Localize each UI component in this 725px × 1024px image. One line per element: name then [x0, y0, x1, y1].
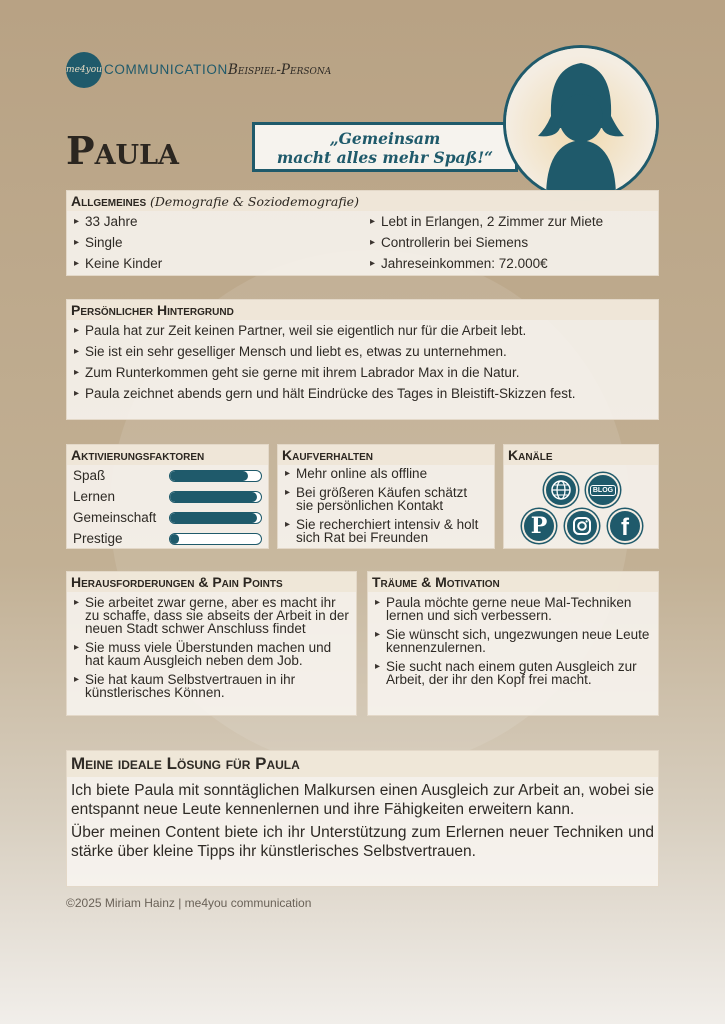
channels-title: Kanäle: [504, 445, 658, 465]
general-section: [66, 190, 659, 276]
list-item: ▸ Sie ist ein sehr geselliger Mensch und liebt es, etwas zu unternehmen.: [73, 345, 652, 359]
list-item: ▸ Zum Runterkommen geht sie gerne mit ihrem Labrador Max in die Natur.: [73, 366, 652, 380]
background-section: [66, 299, 659, 420]
list-item: ▸ Paula zeichnet abends gern und hält Eindrücke des Tages in Bleistift-Skizzen fest.: [73, 387, 652, 401]
list-item: ▸ Sie hat kaum Selbstvertrauen in ihr künstlerisches Können.: [73, 673, 352, 699]
list-item: ▸ Lebt in Erlangen, 2 Zimmer zur Miete: [369, 215, 659, 229]
person-silhouette-icon: [506, 48, 656, 198]
list-item: ▸ Sie recherchiert intensiv & holt sich Rat bei Freunden: [284, 518, 488, 544]
persona-avatar: [503, 45, 659, 201]
channels-section: [503, 444, 659, 549]
dreams-section: [367, 571, 659, 716]
blog-icon: BLOG: [586, 473, 620, 507]
buying-list: [278, 465, 494, 552]
list-item: ▸ Controllerin bei Siemens: [369, 236, 659, 250]
factor-label: Spaß: [73, 468, 106, 483]
factor-bar: [170, 471, 248, 481]
list-item: ▸ Bei größeren Käufen schätzt sie persönlichen Kontakt: [284, 486, 488, 512]
list-item: ▸ Jahreseinkommen: 72.000€: [369, 257, 659, 271]
list-item: ▸ Sie wünscht sich, ungezwungen neue Leute kennenzulernen.: [374, 628, 654, 654]
buying-title: Kaufverhalten: [278, 445, 494, 465]
dreams-title: Träume & Motivation: [368, 572, 658, 592]
general-list-left: [73, 215, 363, 278]
solution-paragraph: Über meinen Content biete ich ihr Unterstützung zum Erlernen neuer Techniken und stärke über kleine Tipps ihr künstlerisches Selbstvertrauen.: [71, 824, 654, 860]
list-item: ▸ 33 Jahre: [73, 215, 363, 229]
factor-row: [73, 507, 262, 528]
factor-bar: [170, 492, 257, 502]
buying-section: [277, 444, 495, 549]
factor-label: Gemeinschaft: [73, 510, 157, 525]
list-item: ▸ Keine Kinder: [73, 257, 363, 271]
brand-subtitle: Beispiel-Persona: [228, 62, 332, 78]
list-item: ▸ Sie arbeitet zwar gerne, aber es macht ihr zu schaffe, dass sie abseits der Arbeit in der neuen Stadt schwer Anschluss findet: [73, 596, 352, 635]
challenges-list: [67, 592, 356, 699]
facebook-icon: f: [608, 509, 642, 543]
activation-section: [66, 444, 269, 549]
factor-label: Lernen: [73, 489, 116, 504]
factor-row: [73, 486, 262, 507]
solution-paragraph: Ich biete Paula mit sonntäglichen Malkursen einen Ausgleich zur Arbeit an, wobei sie entspannt neue Leute kennenlernen und ihre Fähigkeiten erweitern kann.: [71, 782, 654, 818]
brand-name: COMMUNICATION: [104, 62, 228, 77]
list-item: ▸ Sie muss viele Überstunden machen und hat kaum Ausgleich neben dem Job.: [73, 641, 352, 667]
factor-bar: [170, 534, 179, 544]
challenges-title: Herausforderungen & Pain Points: [67, 572, 356, 592]
list-item: ▸ Single: [73, 236, 363, 250]
solution-section: [66, 750, 659, 887]
general-list-right: [369, 215, 659, 278]
challenges-section: [66, 571, 357, 716]
activation-factors: [67, 465, 268, 549]
general-title: Allgemeines (Demografie & Soziodemografie): [67, 191, 658, 211]
factor-bar: [170, 513, 257, 523]
footer-copyright: ©2025 Miriam Hainz | me4you communication: [66, 896, 312, 910]
dreams-list: [368, 592, 658, 686]
activation-title: Aktivierungsfaktoren: [67, 445, 268, 465]
factor-label: Prestige: [73, 531, 123, 546]
list-item: ▸ Paula hat zur Zeit keinen Partner, weil sie eigentlich nur für die Arbeit lebt.: [73, 324, 652, 338]
list-item: ▸ Sie sucht nach einem guten Ausgleich zur Arbeit, der ihr den Kopf frei macht.: [374, 660, 654, 686]
globe-icon: [544, 473, 578, 507]
instagram-icon: [565, 509, 599, 543]
list-item: ▸ Mehr online als offline: [284, 467, 488, 480]
pinterest-icon: P: [522, 509, 556, 543]
persona-name: Paula: [66, 128, 180, 173]
persona-quote: „Gemeinsam macht alles mehr Spaß!“: [252, 122, 518, 172]
background-list: [67, 320, 658, 412]
list-item: ▸ Paula möchte gerne neue Mal-Techniken lernen und sich verbessern.: [374, 596, 654, 622]
solution-title: Meine ideale Lösung für Paula: [67, 751, 658, 777]
factor-row: [73, 528, 262, 549]
factor-row: [73, 465, 262, 486]
background-title: Persönlicher Hintergrund: [67, 300, 658, 320]
brand-logo: me4you: [66, 52, 102, 88]
